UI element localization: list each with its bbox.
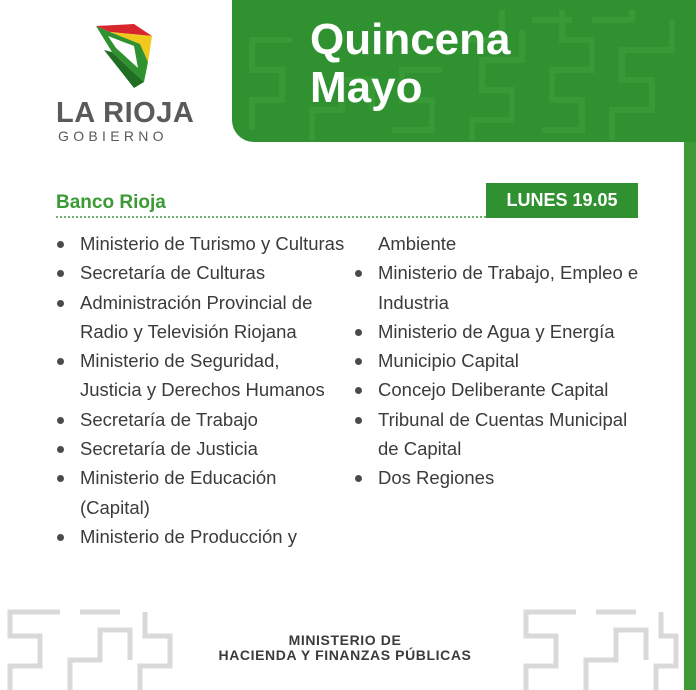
list-item: Secretaría de Trabajo [56, 405, 344, 434]
page-title [310, 16, 511, 112]
footer-pattern-left [0, 606, 180, 690]
footer-ministry-line-1: MINISTERIO DE [288, 632, 402, 648]
list-item: (Capital) [80, 496, 150, 518]
title-line-2: Mayo [310, 63, 423, 112]
footer-pattern-right [516, 606, 684, 690]
list-item: Justicia y Derechos Humanos [80, 379, 325, 401]
right-column-list [354, 229, 638, 493]
section-divider [56, 216, 486, 218]
list-item: Ministerio de Producción y [56, 522, 344, 551]
logo-wordmark: LA RIOJA [56, 97, 195, 129]
list-item: de Capital [378, 438, 462, 460]
list-item: Radio y Televisión Riojana [80, 320, 297, 342]
list-item: Industria [378, 291, 449, 313]
list-item: Ambiente [378, 233, 457, 254]
list-item: Municipio Capital [354, 346, 638, 375]
list-item: Concejo Deliberante Capital [354, 375, 638, 404]
right-edge-stripe [684, 130, 696, 690]
list-item: Ministerio de Agua y Energía [354, 317, 638, 346]
list-item: Secretaría de Justicia [56, 434, 344, 463]
logo-subtitle: GOBIERNO [58, 128, 168, 144]
list-item: Ministerio de Turismo y Culturas [56, 229, 344, 258]
header-banner [232, 0, 696, 142]
footer-ministry-line-2: HACIENDA Y FINANZAS PÚBLICAS [218, 647, 472, 663]
left-column-list [56, 229, 344, 551]
list-item: Tribunal de Cuentas Municipal [354, 405, 638, 434]
list-item: Ministerio de Trabajo, Empleo e [354, 258, 638, 287]
title-line-1: Quincena [310, 15, 511, 64]
date-badge: LUNES 19.05 [486, 183, 638, 218]
list-item: Dos Regiones [354, 463, 638, 492]
list-item: Secretaría de Culturas [56, 258, 344, 287]
bank-heading: Banco Rioja [56, 192, 166, 213]
la-rioja-logo [56, 22, 196, 142]
list-item: Ministerio de Seguridad, [56, 346, 344, 375]
list-item: Administración Provincial de [56, 288, 344, 317]
la-rioja-logo-mark-icon [94, 22, 154, 88]
list-item: Ministerio de Educación [56, 463, 344, 492]
